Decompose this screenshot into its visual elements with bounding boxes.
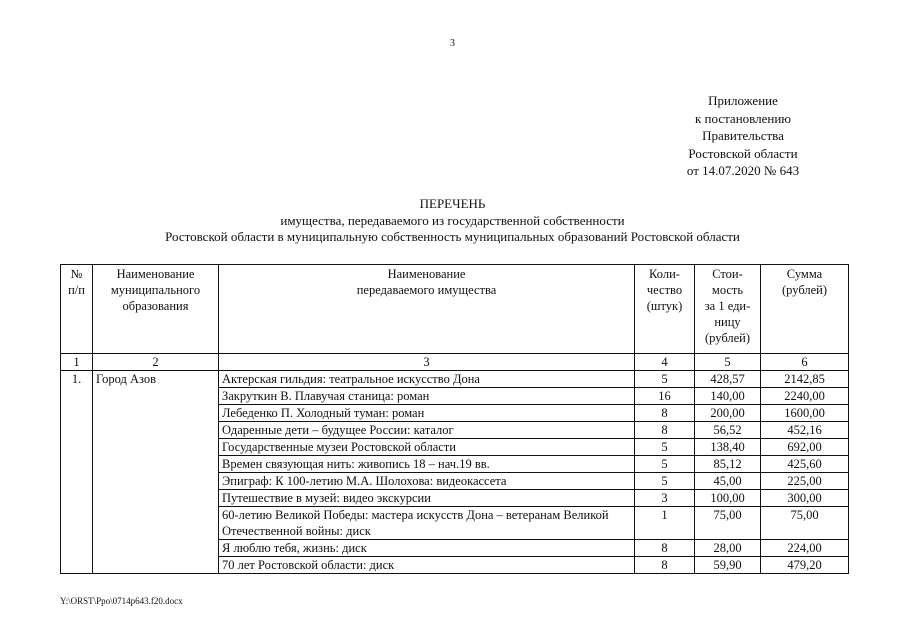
unit-cost-cell: 56,52 [695, 422, 761, 439]
table-row [61, 507, 849, 540]
column-number: 3 [219, 354, 635, 371]
table-row [61, 422, 849, 439]
sum-cell: 2142,85 [761, 371, 849, 388]
quantity-cell: 8 [635, 422, 695, 439]
document-heading: ПЕРЕЧЕНЬ [419, 196, 486, 211]
table-row [61, 371, 849, 388]
header-municipality: Наименование муниципального образования [93, 265, 219, 354]
unit-cost-cell: 138,40 [695, 439, 761, 456]
quantity-cell: 5 [635, 439, 695, 456]
appendix-line: к постановлению [694, 110, 792, 126]
quantity-cell: 8 [635, 557, 695, 574]
unit-cost-cell: 75,00 [695, 507, 761, 540]
quantity-cell: 16 [635, 388, 695, 405]
header-quantity: Коли- чество (штук) [635, 265, 695, 354]
row-number-cell [61, 405, 93, 422]
municipality-cell [93, 405, 219, 422]
table-row [61, 456, 849, 473]
property-name-cell: Одаренные дети – будущее России: каталог [219, 422, 635, 439]
property-name-cell: Времен связующая нить: живопись 18 – нач.19 вв. [219, 456, 635, 473]
property-table [60, 264, 849, 574]
appendix-line: Правительства [702, 128, 784, 143]
table-row [61, 439, 849, 456]
sum-cell: 1600,00 [761, 405, 849, 422]
sum-cell: 224,00 [761, 540, 849, 557]
quantity-cell: 5 [635, 473, 695, 490]
table-row [61, 540, 849, 557]
municipality-cell [93, 507, 219, 540]
municipality-cell [93, 422, 219, 439]
municipality-cell [93, 456, 219, 473]
unit-cost-cell: 428,57 [695, 371, 761, 388]
sum-cell: 75,00 [761, 507, 849, 540]
appendix-line: от 14.07.2020 № 643 [686, 163, 800, 178]
property-name-cell: Закруткин В. Плавучая станица: роман [219, 388, 635, 405]
table-row [61, 473, 849, 490]
table-header-row [61, 265, 849, 354]
property-table-wrapper [60, 264, 848, 574]
footer-file-path: Y:\ORST\Ppo\0714p643.f20.docx [60, 596, 183, 606]
property-name-cell: Путешествие в музей: видео экскурсии [219, 490, 635, 507]
property-name-cell: 60-летию Великой Победы: мастера искусств Дона – ветеранам Великой Отечественной войны: диск [219, 507, 635, 540]
property-name-cell: Я люблю тебя, жизнь: диск [219, 540, 635, 557]
property-name-cell: Эпиграф: К 100-летию М.А. Шолохова: видеокассета [219, 473, 635, 490]
quantity-cell: 8 [635, 540, 695, 557]
row-number-cell [61, 456, 93, 473]
header-property: Наименование передаваемого имущества [219, 265, 635, 354]
sum-cell: 692,00 [761, 439, 849, 456]
municipality-cell [93, 388, 219, 405]
column-number: 1 [61, 354, 93, 371]
document-subtitle-line-2: Ростовской области в муниципальную собственность муниципальных образований Ростовской области [165, 229, 740, 244]
row-number-cell [61, 388, 93, 405]
quantity-cell: 8 [635, 405, 695, 422]
row-number-cell [61, 473, 93, 490]
unit-cost-cell: 45,00 [695, 473, 761, 490]
municipality-cell [93, 439, 219, 456]
unit-cost-cell: 85,12 [695, 456, 761, 473]
property-name-cell: Лебеденко П. Холодный туман: роман [219, 405, 635, 422]
column-number: 4 [635, 354, 695, 371]
table-row [61, 405, 849, 422]
row-number-cell [61, 507, 93, 540]
table-body [61, 371, 849, 574]
sum-cell: 452,16 [761, 422, 849, 439]
table-row [61, 557, 849, 574]
quantity-cell: 3 [635, 490, 695, 507]
column-number: 2 [93, 354, 219, 371]
unit-cost-cell: 59,90 [695, 557, 761, 574]
municipality-cell [93, 490, 219, 507]
appendix-block [660, 92, 826, 180]
table-row [61, 388, 849, 405]
sum-cell: 225,00 [761, 473, 849, 490]
unit-cost-cell: 140,00 [695, 388, 761, 405]
unit-cost-cell: 200,00 [695, 405, 761, 422]
row-number-cell [61, 540, 93, 557]
row-number-cell [61, 439, 93, 456]
municipality-cell: Город Азов [93, 371, 219, 388]
sum-cell: 479,20 [761, 557, 849, 574]
row-number-cell [61, 557, 93, 574]
row-number-cell: 1. [61, 371, 93, 388]
quantity-cell: 1 [635, 507, 695, 540]
header-sum: Сумма (рублей) [761, 265, 849, 354]
unit-cost-cell: 28,00 [695, 540, 761, 557]
municipality-cell [93, 557, 219, 574]
quantity-cell: 5 [635, 371, 695, 388]
page-number: 3 [450, 38, 455, 49]
quantity-cell: 5 [635, 456, 695, 473]
table-row [61, 490, 849, 507]
document-subtitle-line-1: имущества, передаваемого из государственной собственности [280, 212, 625, 228]
column-number: 6 [761, 354, 849, 371]
header-unit-cost: Стои- мость за 1 еди- ницу (рублей) [695, 265, 761, 354]
property-name-cell: 70 лет Ростовской области: диск [219, 557, 635, 574]
unit-cost-cell: 100,00 [695, 490, 761, 507]
sum-cell: 300,00 [761, 490, 849, 507]
municipality-cell [93, 473, 219, 490]
sum-cell: 425,60 [761, 456, 849, 473]
sum-cell: 2240,00 [761, 388, 849, 405]
column-number-row [61, 354, 849, 371]
property-name-cell: Актерская гильдия: театральное искусство Дона [219, 371, 635, 388]
column-number: 5 [695, 354, 761, 371]
appendix-line: Ростовской области [688, 145, 798, 161]
appendix-line: Приложение [708, 93, 778, 108]
header-num: № п/п [61, 265, 93, 354]
row-number-cell [61, 490, 93, 507]
property-name-cell: Государственные музеи Ростовской области [219, 439, 635, 456]
municipality-cell [93, 540, 219, 557]
title-block [0, 196, 905, 246]
row-number-cell [61, 422, 93, 439]
